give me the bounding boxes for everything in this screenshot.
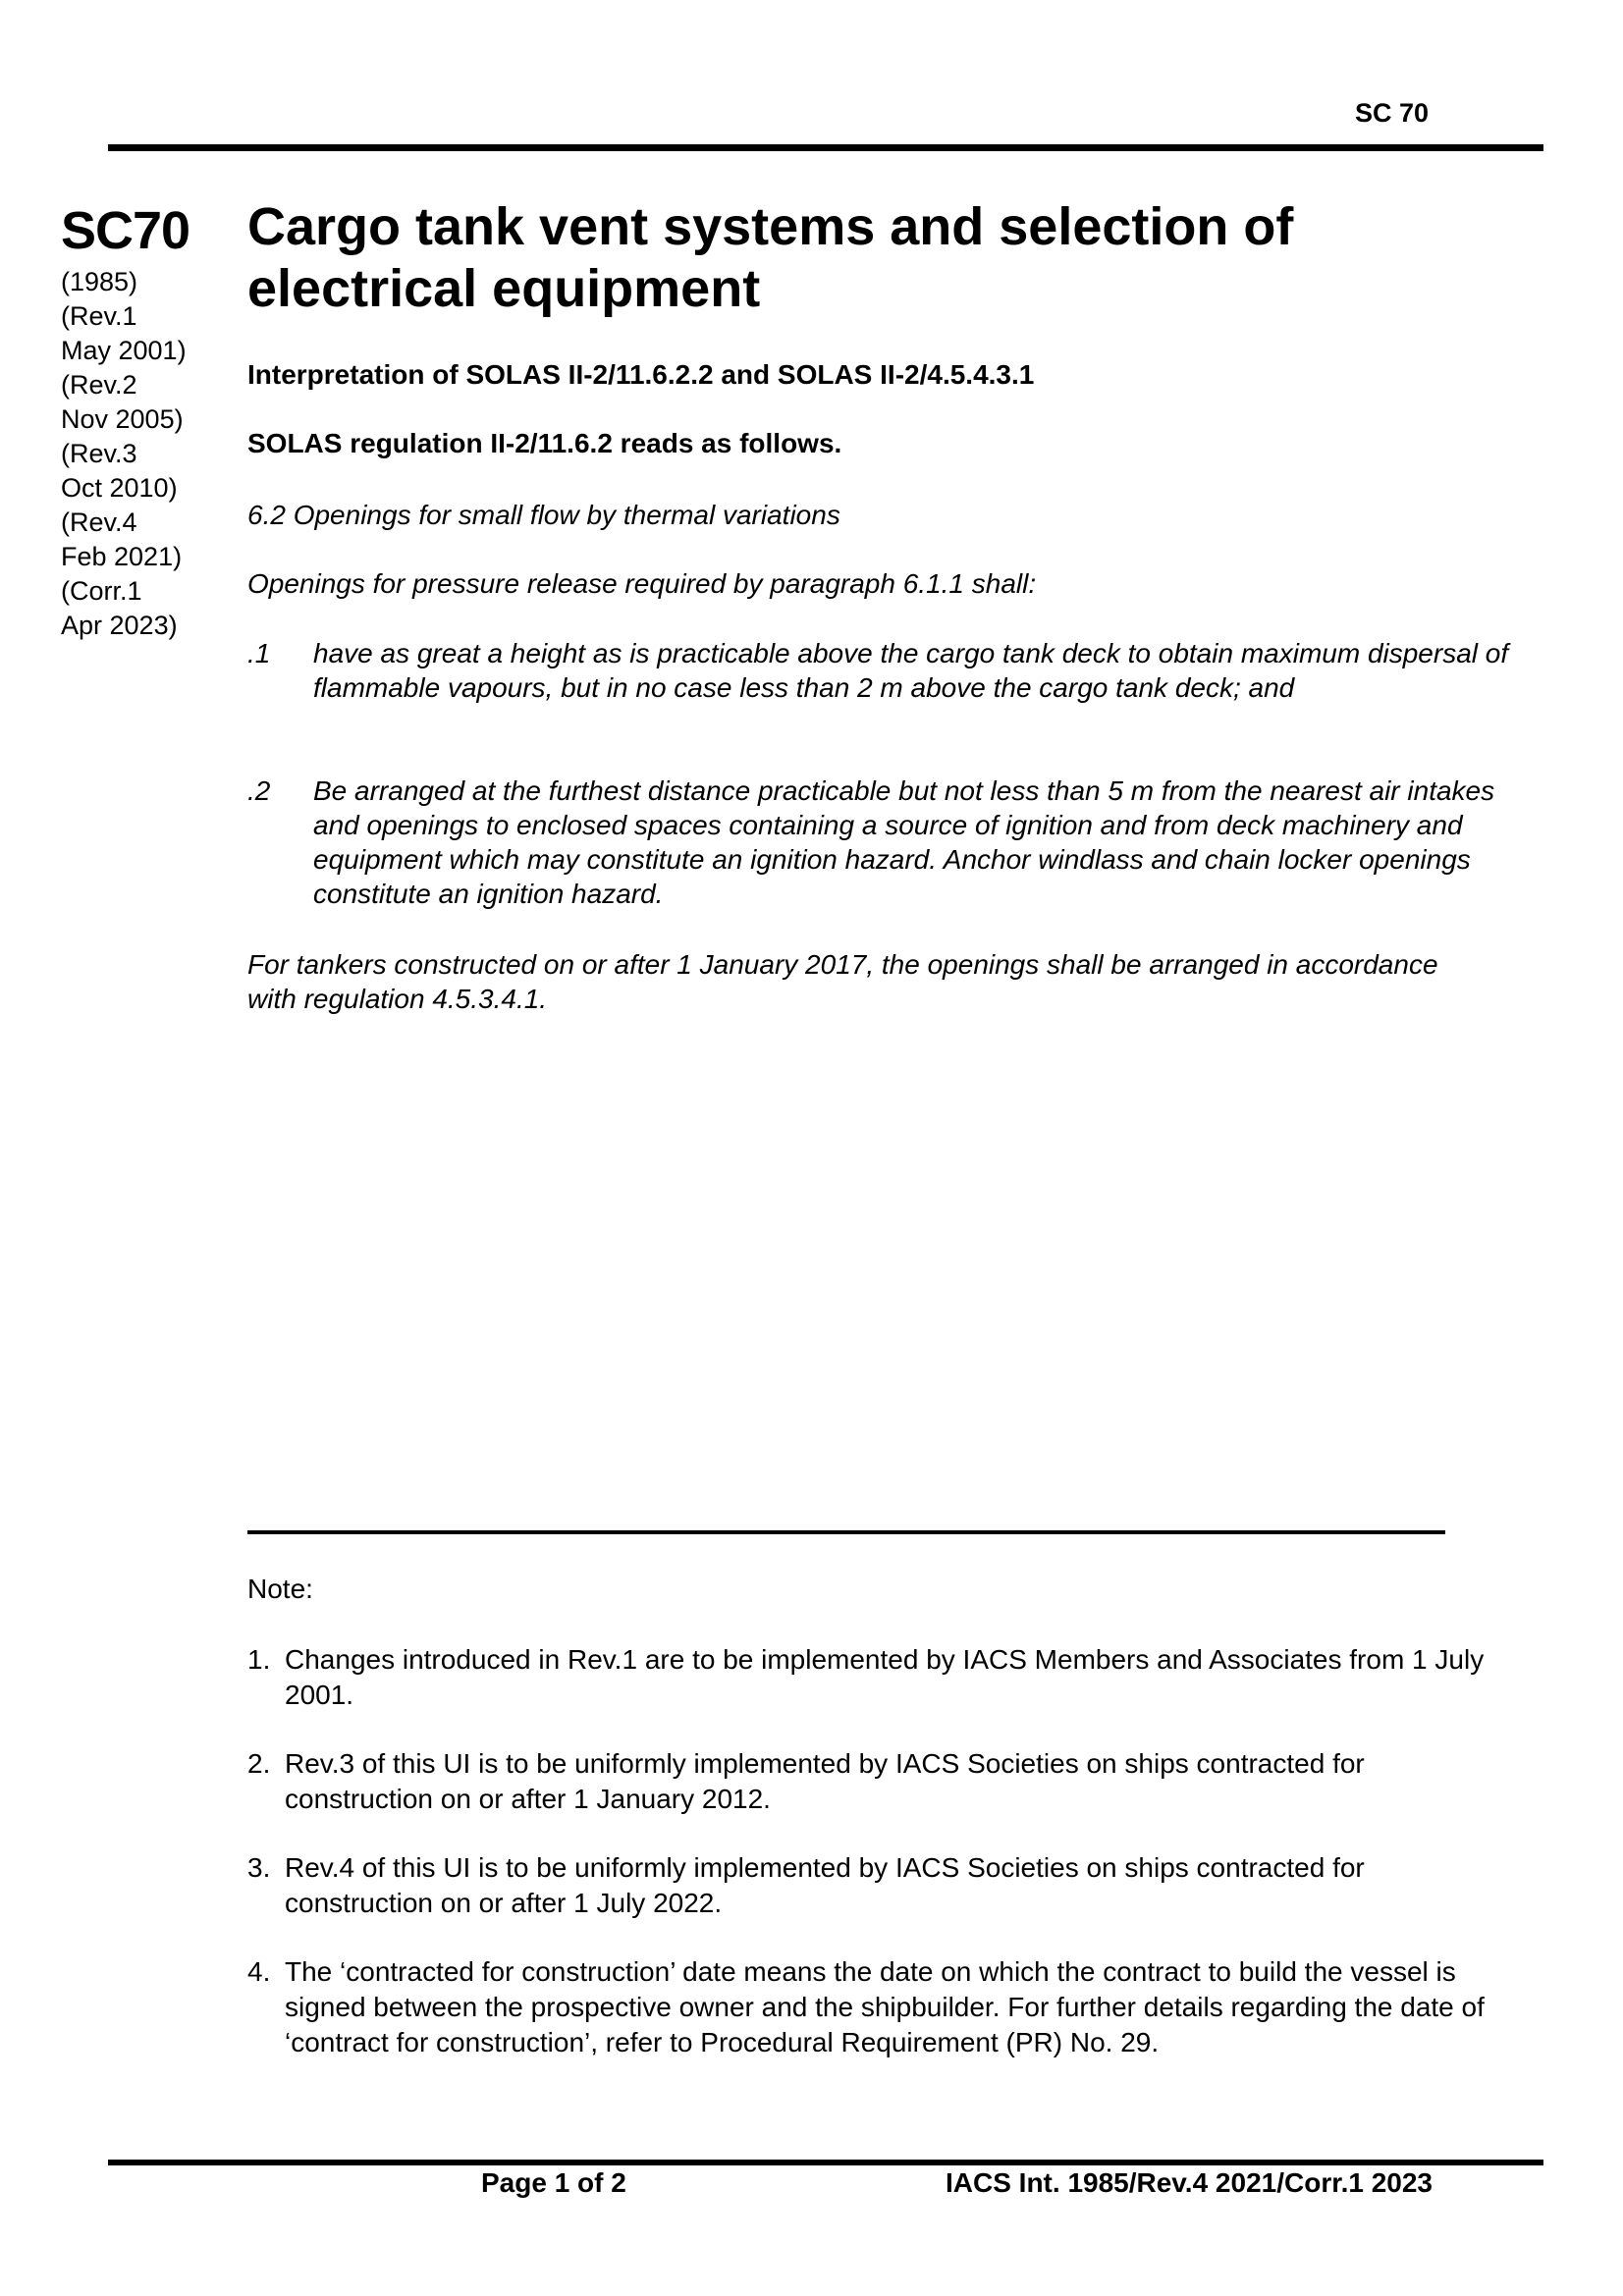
revision-line: May 2001) — [61, 336, 187, 365]
document-title: Cargo tank vent systems and selection of electrical equipment — [247, 197, 1294, 318]
side-code: SC70 — [61, 201, 190, 260]
solas-intro: SOLAS regulation II-2/11.6.2 reads as follows. — [247, 428, 842, 458]
item-number: .2 — [247, 775, 271, 806]
revision-line: Feb 2021) — [61, 542, 183, 571]
revision-line: Oct 2010) — [61, 473, 178, 503]
page-number: Page 1 of 2 — [481, 2167, 626, 2198]
revision-line: (Corr.1 — [61, 576, 142, 606]
note-item — [247, 1642, 1504, 1713]
item-text: have as great a height as is practicable above the cargo tank deck to obtain maximum dispersal of flammable vapours, but in no case less than 2 m above the cargo tank deck; and — [313, 638, 1509, 703]
note-text: Changes introduced in Rev.1 are to be implemented by IACS Members and Associates from 1 July 2001. — [285, 1644, 1485, 1710]
item-text: Be arranged at the furthest distance practicable but not less than 5 m from the nearest air intakes and openings to enclosed spaces containing a source of ignition and from deck machinery and equipment which may constitute an ignition hazard. Anchor windlass and chain locker openings constitute an ignition hazard. — [313, 775, 1495, 909]
note-item — [247, 1850, 1504, 1921]
revision-line: Apr 2023) — [61, 611, 178, 640]
item-number: .1 — [247, 638, 271, 668]
note-number: 3. — [247, 1852, 271, 1883]
note-number: 1. — [247, 1644, 271, 1675]
revision-line: (Rev.2 — [61, 370, 137, 400]
requirement-intro: Openings for pressure release required by paragraph 6.1.1 shall: — [247, 568, 1037, 599]
regulation-subtitle: 6.2 Openings for small flow by thermal variations — [247, 500, 840, 530]
note-text: Rev.4 of this UI is to be uniformly implemented by IACS Societies on ships contracted for construction on or after 1 July 2022. — [285, 1852, 1365, 1918]
revision-line: (1985) — [61, 267, 138, 296]
note-item — [247, 1746, 1504, 1817]
tanker-note: For tankers constructed on or after 1 January 2017, the openings shall be arranged in accordance with regulation 4.5.3.4.1. — [247, 949, 1438, 1014]
footer-divider — [108, 2160, 1543, 2165]
requirement-item — [247, 774, 1534, 911]
note-item — [247, 1954, 1504, 2060]
note-text: The ‘contracted for construction’ date means the date on which the contract to build the vessel is signed between the prospective owner and the shipbuilder. For further details regarding the date of ‘contract for construction’, refer to Procedural Requirement (PR) No. 29. — [285, 1956, 1485, 2057]
revision-line: (Rev.4 — [61, 507, 137, 537]
side-column — [61, 200, 208, 643]
revision-line: (Rev.1 — [61, 301, 137, 331]
note-number: 4. — [247, 1956, 271, 1987]
revision-line: (Rev.3 — [61, 439, 137, 468]
notes-divider — [247, 1530, 1445, 1534]
top-divider — [108, 144, 1543, 151]
requirement-item — [247, 636, 1534, 705]
footer-reference: IACS Int. 1985/Rev.4 2021/Corr.1 2023 — [946, 2167, 1433, 2198]
revision-line: Nov 2005) — [61, 404, 184, 434]
header-code: SC 70 — [1354, 98, 1429, 128]
interpretation-heading: Interpretation of SOLAS II-2/11.6.2.2 and SOLAS II-2/4.5.4.3.1 — [247, 359, 1035, 390]
note-number: 2. — [247, 1748, 271, 1779]
note-text: Rev.3 of this UI is to be uniformly implemented by IACS Societies on ships contracted for construction on or after 1 January 2012. — [285, 1748, 1365, 1814]
notes-label: Note: — [247, 1574, 313, 1604]
revision-history — [61, 265, 208, 643]
